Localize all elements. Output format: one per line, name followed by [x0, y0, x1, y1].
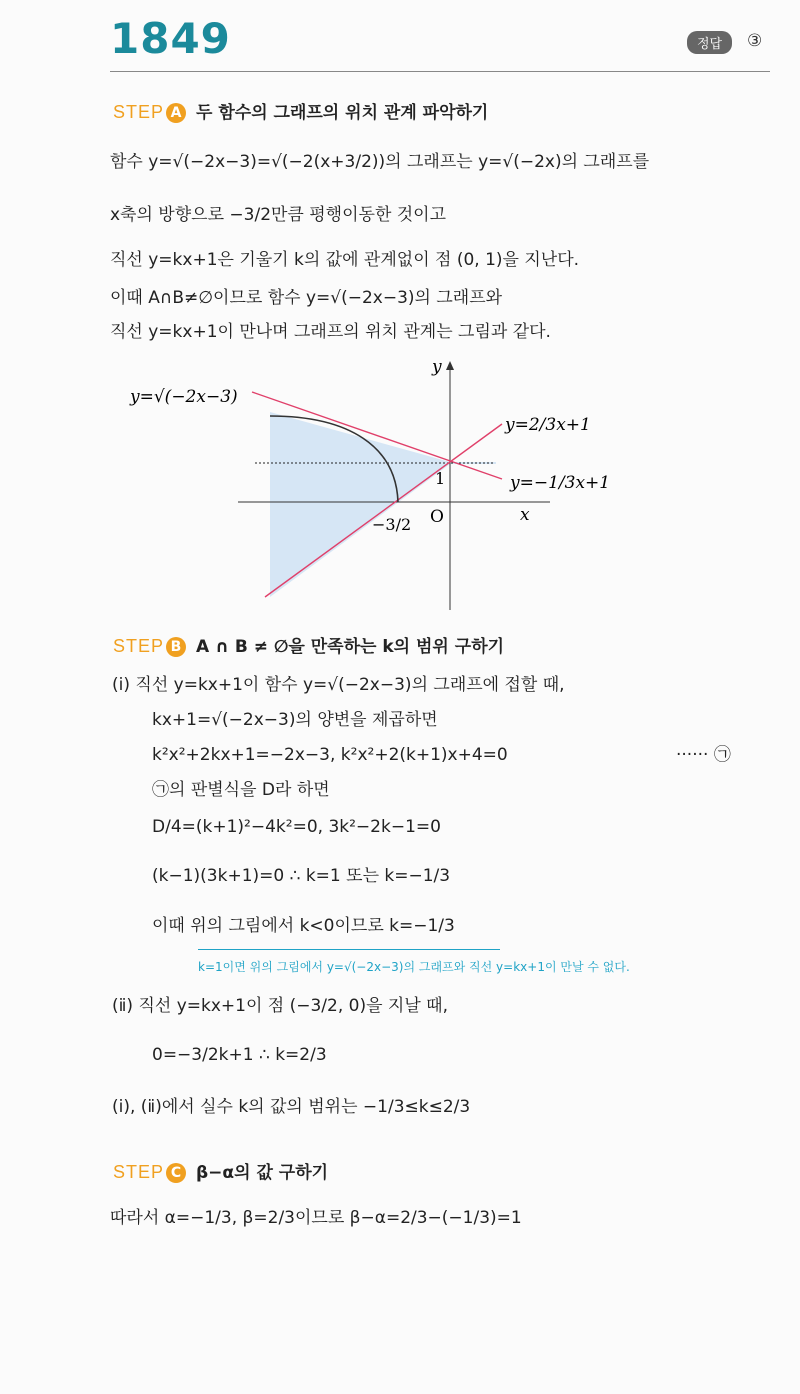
step-title: β−α의 값 구하기 [196, 1163, 329, 1183]
step-b-line-10: (ⅰ), (ⅱ)에서 실수 k의 값의 범위는 −1/3≤k≤2/3 [112, 1097, 471, 1117]
equation-tag: ······ ㉠ [676, 745, 731, 765]
blue-note: k=1이면 위의 그림에서 y=√(−2x−3)의 그래프와 직선 y=kx+1이 만날 수 없다. [198, 960, 630, 974]
step-b-line-6: (k−1)(3k+1)=0 ∴ k=1 또는 k=−1/3 [152, 866, 451, 886]
answer-badge: 정답 [687, 31, 732, 54]
graph-figure [110, 352, 670, 617]
y-intercept-label: 1 [435, 469, 446, 488]
step-b-line-4: ㉠의 판별식을 D라 하면 [152, 780, 330, 800]
step-label: STEP [113, 636, 165, 656]
step-label: STEP [113, 1162, 165, 1182]
step-b-line-3: k²x²+2kx+1=−2x−3, k²x²+2(k+1)x+4=0 [152, 745, 508, 765]
step-label: STEP [113, 102, 165, 122]
step-b-line-2: kx+1=√(−2x−3)의 양변을 제곱하면 [152, 710, 438, 730]
step-letter-badge: A [166, 103, 186, 123]
step-b-line-9: 0=−3/2k+1 ∴ k=2/3 [152, 1045, 327, 1065]
answer-value: ③ [747, 31, 763, 51]
step-c-heading [113, 1158, 328, 1183]
step-a-line-5: 직선 y=kx+1이 만나며 그래프의 위치 관계는 그림과 같다. [110, 322, 551, 342]
x-axis-label: x [520, 505, 530, 525]
step-b-line-1: (ⅰ) 직선 y=kx+1이 함수 y=√(−2x−3)의 그래프에 접할 때, [112, 675, 565, 695]
step-c-line: 따라서 α=−1/3, β=2/3이므로 β−α=2/3−(−1/3)=1 [110, 1208, 522, 1228]
step-a-line-4: 이때 A∩B≠∅이므로 함수 y=√(−2x−3)의 그래프와 [110, 288, 503, 308]
step-b-line-8: (ⅱ) 직선 y=kx+1이 점 (−3/2, 0)을 지날 때, [112, 996, 449, 1016]
step-a-line-2: x축의 방향으로 −3/2만큼 평행이동한 것이고 [110, 205, 447, 225]
step-title: 두 함수의 그래프의 위치 관계 파악하기 [196, 103, 489, 123]
line1-label: y=2/3x+1 [505, 415, 591, 435]
problem-number: 1849 [110, 14, 231, 63]
line2-label: y=−1/3x+1 [510, 473, 611, 493]
step-a-line-3: 직선 y=kx+1은 기울기 k의 값에 관계없이 점 (0, 1)을 지난다. [110, 250, 580, 270]
step-letter-badge: B [166, 637, 186, 657]
step-a-heading [113, 98, 488, 123]
step-a-line-1: 함수 y=√(−2x−3)=√(−2(x+3/2))의 그래프는 y=√(−2x)의 그래프를 [110, 152, 650, 172]
step-b-line-7: 이때 위의 그림에서 k<0이므로 k=−1/3 [152, 916, 455, 936]
step-title: A ∩ B ≠ ∅을 만족하는 k의 범위 구하기 [196, 637, 505, 657]
step-letter-badge: C [166, 1163, 186, 1183]
note-underline [198, 949, 500, 950]
origin-label: O [430, 507, 444, 527]
header-divider [110, 71, 770, 72]
step-b-heading [113, 632, 504, 657]
y-axis-label: y [432, 357, 442, 377]
y-axis-arrow [446, 361, 454, 370]
curve-label: y=√(−2x−3) [130, 387, 238, 407]
step-b-line-5: D/4=(k+1)²−4k²=0, 3k²−2k−1=0 [152, 817, 441, 837]
x-tick-label: −3/2 [372, 515, 412, 534]
